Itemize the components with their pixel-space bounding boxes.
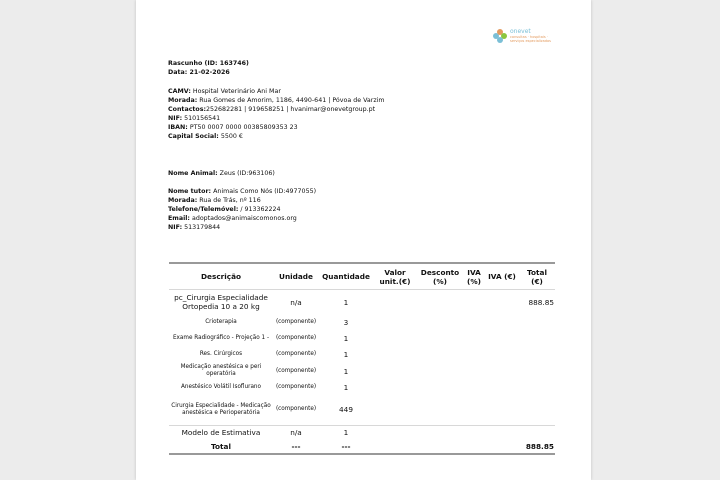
tutor-address: Morada: Rua de Trás, nº 116 xyxy=(168,197,261,204)
row-unit: (componente) xyxy=(275,334,317,341)
total-row xyxy=(169,441,555,454)
row-unit: (componente) xyxy=(275,318,317,325)
row-iva-eur xyxy=(485,290,519,316)
row-total xyxy=(519,316,555,329)
total-value: 888.85 xyxy=(519,441,555,454)
row-description: Res. Cirúrgicos xyxy=(199,351,243,357)
total-quantity: --- xyxy=(319,441,373,454)
row-discount xyxy=(417,329,463,348)
row-iva-pct xyxy=(463,348,485,362)
table-row xyxy=(169,348,555,362)
row-quantity: 1 xyxy=(343,297,349,307)
animal-name: Nome Animal: Zeus (ID:963106) xyxy=(168,170,275,177)
header-descricao: Descrição xyxy=(169,263,273,290)
row-unit: (componente) xyxy=(275,384,317,390)
header-unidade: Unidade xyxy=(273,263,319,290)
row-quantity: 1 xyxy=(343,350,349,359)
logo-mark-icon xyxy=(493,29,507,43)
total-empty-2 xyxy=(417,441,463,454)
header-iva-pct: IVA (%) xyxy=(463,263,485,290)
row-total xyxy=(519,381,555,395)
header-iva-eur: IVA (€) xyxy=(485,263,519,290)
row-unit: (componente) xyxy=(275,406,317,413)
row-iva-eur xyxy=(485,362,519,381)
row-quantity: 1 xyxy=(319,426,373,441)
row-iva-pct xyxy=(463,426,485,441)
row-unit-value xyxy=(373,381,417,395)
onevet-logo: onevet consultas · hospitais · serviços especializados xyxy=(493,28,551,43)
table-row xyxy=(169,381,555,395)
row-iva-eur xyxy=(485,426,519,441)
row-unit-value xyxy=(373,395,417,426)
row-iva-eur xyxy=(485,381,519,395)
row-description: Medicação anestésica e peri operatória xyxy=(180,364,262,377)
row-description: Cirurgia Especialidade - Medicação anestésica e Perioperatória xyxy=(171,402,271,416)
table-row xyxy=(169,316,555,329)
row-unit: (componente) xyxy=(275,351,317,357)
clinic-nif: NIF: 510156541 xyxy=(168,115,221,122)
clinic-iban: IBAN: PT50 0007 0000 00385809353 23 xyxy=(168,124,298,131)
row-description: Modelo de Estimativa xyxy=(169,426,273,441)
row-quantity: 1 xyxy=(343,333,349,343)
row-unit: n/a xyxy=(273,426,319,441)
row-iva-pct xyxy=(463,329,485,348)
row-iva-eur xyxy=(485,316,519,329)
total-empty-3 xyxy=(463,441,485,454)
draft-date: Data: 21-02-2026 xyxy=(168,69,230,76)
row-discount xyxy=(417,426,463,441)
row-description: Exame Radiográfico - Projeção 1 - xyxy=(172,334,270,341)
draft-id: Rascunho (ID: 163746) xyxy=(168,60,249,67)
table-row xyxy=(169,329,555,348)
row-unit: (componente) xyxy=(275,367,317,374)
table-header-row xyxy=(169,263,555,290)
total-empty-4 xyxy=(485,441,519,454)
row-discount xyxy=(417,362,463,381)
row-total: 888.85 xyxy=(528,297,554,307)
row-total xyxy=(519,348,555,362)
row-iva-pct xyxy=(463,395,485,426)
clinic-capital: Capital Social: 5500 € xyxy=(168,133,243,140)
total-empty-1 xyxy=(373,441,417,454)
row-quantity: 3 xyxy=(343,317,349,327)
row-total xyxy=(519,395,555,426)
table-row xyxy=(169,395,555,426)
row-description: Anestésico Volátil Isoflurano xyxy=(180,384,262,390)
header-desconto: Desconto (%) xyxy=(417,263,463,290)
row-unit-value xyxy=(373,329,417,348)
row-iva-pct xyxy=(463,381,485,395)
table-row xyxy=(169,362,555,381)
row-total xyxy=(519,426,555,441)
clinic-contacts: Contactos:252682281 | 919658251 | hvanimar@onevetgroup.pt xyxy=(168,106,376,113)
row-description: Crioterapia xyxy=(205,318,237,325)
tutor-phone: Telefone/Telemóvel: / 913362224 xyxy=(168,206,281,213)
row-quantity: 1 xyxy=(343,366,349,376)
row-iva-eur xyxy=(485,395,519,426)
row-discount xyxy=(417,381,463,395)
tutor-nif: NIF: 513179844 xyxy=(168,224,221,231)
row-quantity: 449 xyxy=(339,405,353,415)
row-total xyxy=(519,362,555,381)
row-discount xyxy=(417,316,463,329)
row-unit-value xyxy=(373,316,417,329)
row-description: pc_Cirurgia Especialidade Ortopedia 10 a 20 kg xyxy=(174,293,268,311)
total-label: Total xyxy=(169,441,273,454)
clinic-camv: CAMV: Hospital Veterinário Ani Mar xyxy=(168,88,281,95)
row-unit-value xyxy=(373,426,417,441)
header-total: Total (€) xyxy=(519,263,555,290)
document-page xyxy=(136,0,591,480)
row-unit: n/a xyxy=(290,297,302,307)
row-iva-pct xyxy=(463,290,485,316)
tutor-name: Nome tutor: Animais Como Nós (ID:4977055) xyxy=(168,188,317,195)
row-unit-value xyxy=(373,362,417,381)
row-discount xyxy=(417,290,463,316)
row-unit-value xyxy=(373,348,417,362)
clinic-address: Morada: Rua Gomes de Amorim, 1186, 4490-641 | Póvoa de Varzim xyxy=(168,97,385,104)
total-unit: --- xyxy=(273,441,319,454)
row-unit-value xyxy=(373,290,417,316)
row-discount xyxy=(417,348,463,362)
row-iva-eur xyxy=(485,329,519,348)
table-row xyxy=(169,290,555,316)
row-quantity: 1 xyxy=(343,383,349,392)
header-valor-unit: Valor unit.(€) xyxy=(373,263,417,290)
row-discount xyxy=(417,395,463,426)
row-iva-eur xyxy=(485,348,519,362)
estimate-table xyxy=(169,262,555,455)
row-iva-pct xyxy=(463,362,485,381)
row-iva-pct xyxy=(463,316,485,329)
table-row xyxy=(169,426,555,441)
header-quantidade: Quantidade xyxy=(319,263,373,290)
row-total xyxy=(519,329,555,348)
table-body xyxy=(169,290,555,454)
tutor-email: Email: adoptados@animaiscomonos.org xyxy=(168,215,297,222)
